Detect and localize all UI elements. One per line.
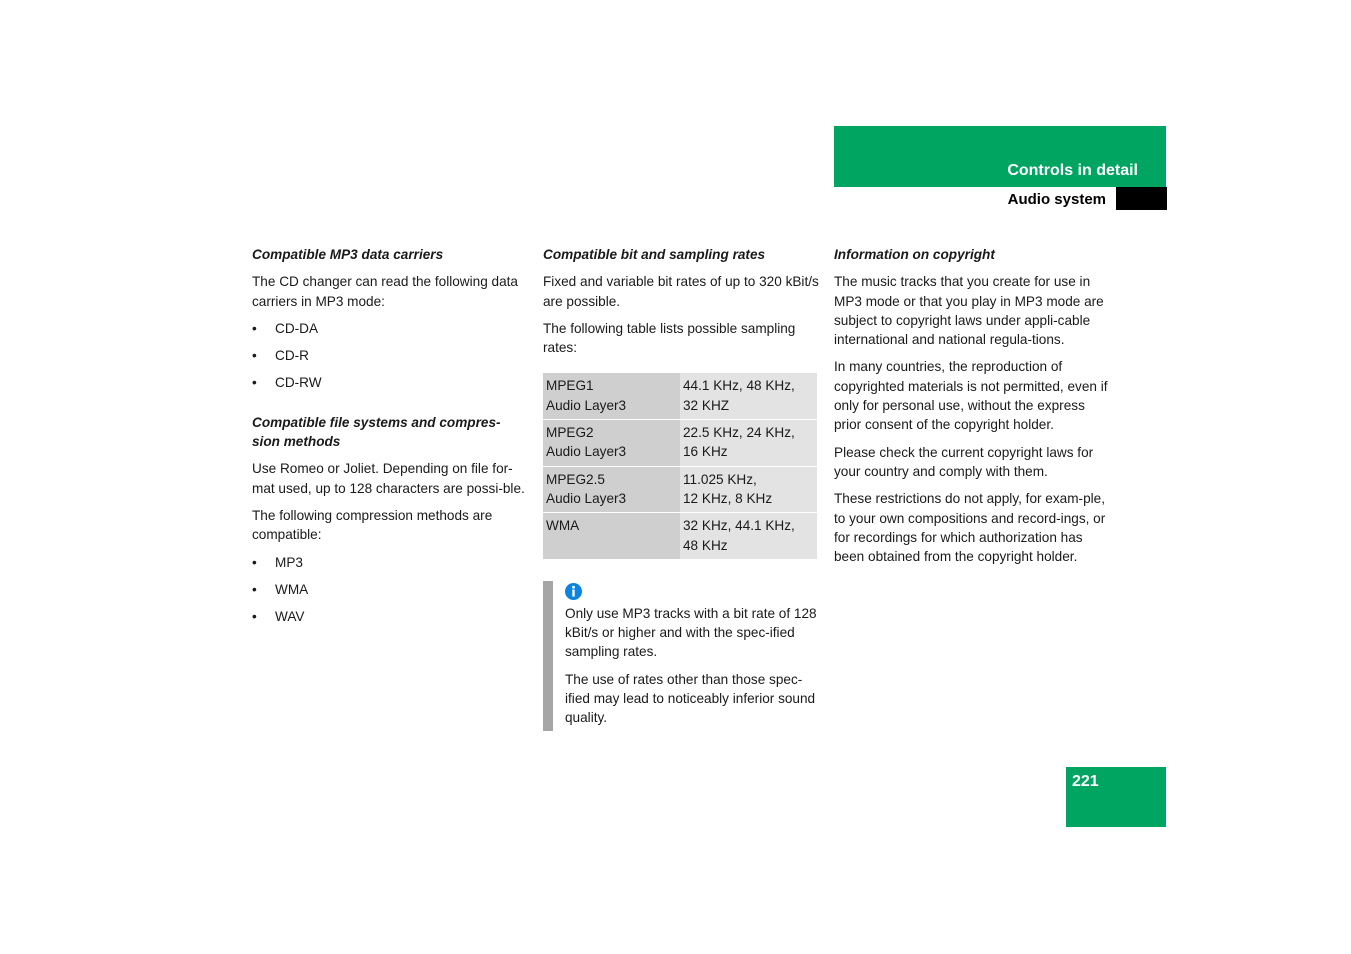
bullet-icon: • <box>252 609 257 625</box>
list-item: • WMA <box>252 580 528 599</box>
page-tab-marker <box>1116 187 1167 210</box>
table-cell-format: MPEG2 Audio Layer3 <box>543 420 680 466</box>
table-row <box>543 467 817 513</box>
paragraph-carriers-intro: The CD changer can read the following data carriers in MP3 mode: <box>252 274 518 309</box>
subsection-title: Audio system <box>1007 191 1106 208</box>
paragraph-copyright-3: Please check the current copyright laws for your country and comply with them. <box>834 444 1094 479</box>
info-paragraph-quality: The use of rates other than those spec-ified may lead to noticeably inferior sound quality. <box>565 671 816 726</box>
list-item: • CD-R <box>252 346 528 365</box>
heading-file-systems: Compatible file systems and compres-sion methods <box>252 414 501 450</box>
paragraph-bit-rates: Fixed and variable bit rates of up to 320 kBit/s are possible. <box>543 274 819 309</box>
table-cell-rates: 22.5 KHz, 24 KHz, 16 KHz <box>680 420 817 466</box>
page-number: 221 <box>1072 773 1099 790</box>
list-item: • MP3 <box>252 553 528 572</box>
table-row <box>543 420 817 466</box>
compression-list <box>252 553 528 627</box>
paragraph-compression-intro: The following compression methods are compatible: <box>252 507 493 543</box>
table-cell-format: MPEG2.5 Audio Layer3 <box>543 467 680 513</box>
table-cell-format: MPEG1 Audio Layer3 <box>543 373 680 419</box>
column-bit-rates <box>543 245 819 728</box>
list-item: • CD-RW <box>252 373 528 392</box>
table-cell-rates: 11.025 KHz, 12 KHz, 8 KHz <box>680 467 817 513</box>
paragraph-copyright-4: These restrictions do not apply, for exam-ple, to your own compositions and record-ings, or for recordings for which authorization has been obtained from the copyright holder. <box>834 491 1106 565</box>
bullet-icon: • <box>252 348 257 364</box>
table-cell-format: WMA <box>543 513 680 559</box>
column-copyright <box>834 245 1110 574</box>
paragraph-table-intro: The following table lists possible sampling rates: <box>543 320 796 356</box>
info-icon <box>565 583 582 600</box>
table-cell-rates: 32 KHz, 44.1 KHz, 48 KHz <box>680 513 817 559</box>
heading-bit-rates: Compatible bit and sampling rates <box>543 247 766 262</box>
bullet-icon: • <box>252 375 257 391</box>
carriers-list <box>252 319 528 393</box>
list-item: • CD-DA <box>252 319 528 338</box>
table-row <box>543 513 817 559</box>
heading-copyright: Information on copyright <box>834 247 995 262</box>
bullet-icon: • <box>252 320 257 336</box>
section-header-band <box>834 126 1166 187</box>
info-paragraph-bitrate: Only use MP3 tracks with a bit rate of 128 kBit/s or higher and with the spec-ified sampling rates. <box>565 605 817 660</box>
paragraph-copyright-1: The music tracks that you create for use in MP3 mode or that you play in MP3 mode are subject to copyright laws under appli-cable international and national regula-tions. <box>834 274 1104 348</box>
table-cell-rates: 44.1 KHz, 48 KHz, 32 KHZ <box>680 373 817 419</box>
paragraph-copyright-2: In many countries, the reproduction of copyrighted materials is not permitted, even if only for personal use, without the express prior consent of the copyright holder. <box>834 359 1108 433</box>
page-number-box <box>1066 767 1166 827</box>
table-row <box>543 373 817 419</box>
section-title: Controls in detail <box>1007 162 1138 179</box>
info-note <box>543 581 819 728</box>
list-item: • WAV <box>252 607 528 626</box>
info-note-bar <box>543 581 553 731</box>
column-mp3-carriers <box>252 245 528 634</box>
bullet-icon: • <box>252 581 257 597</box>
heading-mp3-carriers: Compatible MP3 data carriers <box>252 247 444 262</box>
paragraph-file-systems: Use Romeo or Joliet. Depending on file for-mat used, up to 128 characters are possi-ble. <box>252 461 525 496</box>
sampling-rates-table <box>543 372 817 559</box>
bullet-icon: • <box>252 554 257 570</box>
